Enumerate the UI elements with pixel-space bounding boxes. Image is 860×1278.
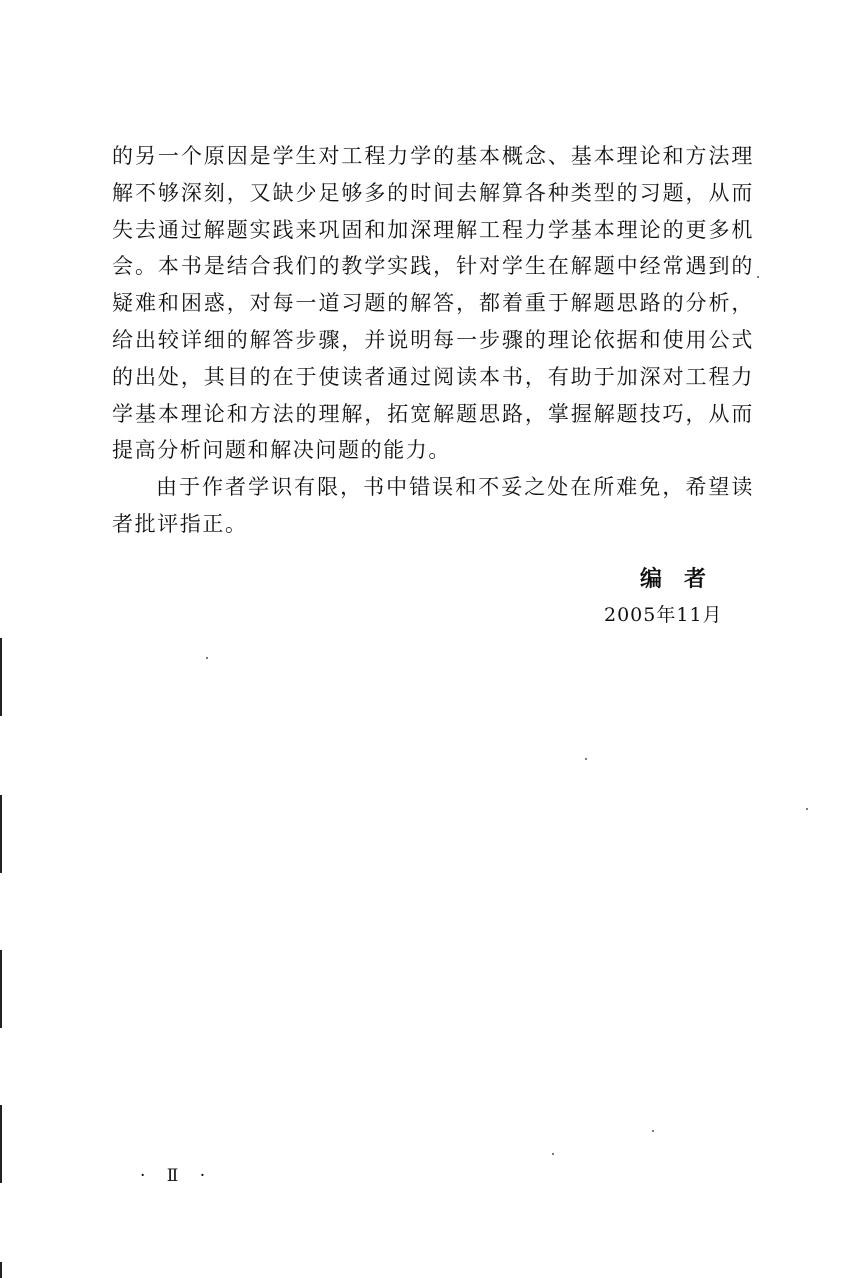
paragraph-closing: 由于作者学识有限，书中错误和不妥之处在所难免，希望读者批评指正。: [112, 475, 754, 536]
scan-edge-mark: [0, 638, 2, 716]
paragraph-continuation: 的另一个原因是学生对工程力学的基本概念、基本理论和方法理解不够深刻，又缺少足够多的时间去解算各种类型的习题，从而失去通过解题实践来巩固和加深理解工程力学基本理论的更多机会。本书是结合我们的教学实践，针对学生在解题中经常遇到的疑难和困惑，对每一道习题的解答，都着重于解题思路的分析，给出较详细的解答步骤，并说明每一步骤的理论依据和使用公式的出处，其目的在于使读者通过阅读本书，有助于加深对工程力学基本理论和方法的理解，拓宽解题思路，掌握解题技巧，从而提高分析问题和解决问题的能力。: [112, 144, 754, 463]
scan-speck: [585, 758, 587, 760]
scan-speck: [206, 657, 208, 659]
scan-speck: [757, 276, 759, 278]
scan-edge-mark: [0, 795, 2, 873]
scan-edge-mark: [0, 1105, 2, 1183]
scan-edge-mark: [0, 950, 2, 1028]
preface-date: 2005年11月: [604, 604, 723, 626]
page-number: · Ⅱ ·: [140, 1166, 214, 1186]
scan-speck: [552, 1153, 554, 1155]
scan-speck: [652, 1130, 654, 1132]
author-signature: 编者: [640, 566, 729, 592]
body-text: [112, 138, 754, 543]
scan-edge-mark: [0, 1262, 2, 1278]
scan-speck: [806, 808, 808, 810]
